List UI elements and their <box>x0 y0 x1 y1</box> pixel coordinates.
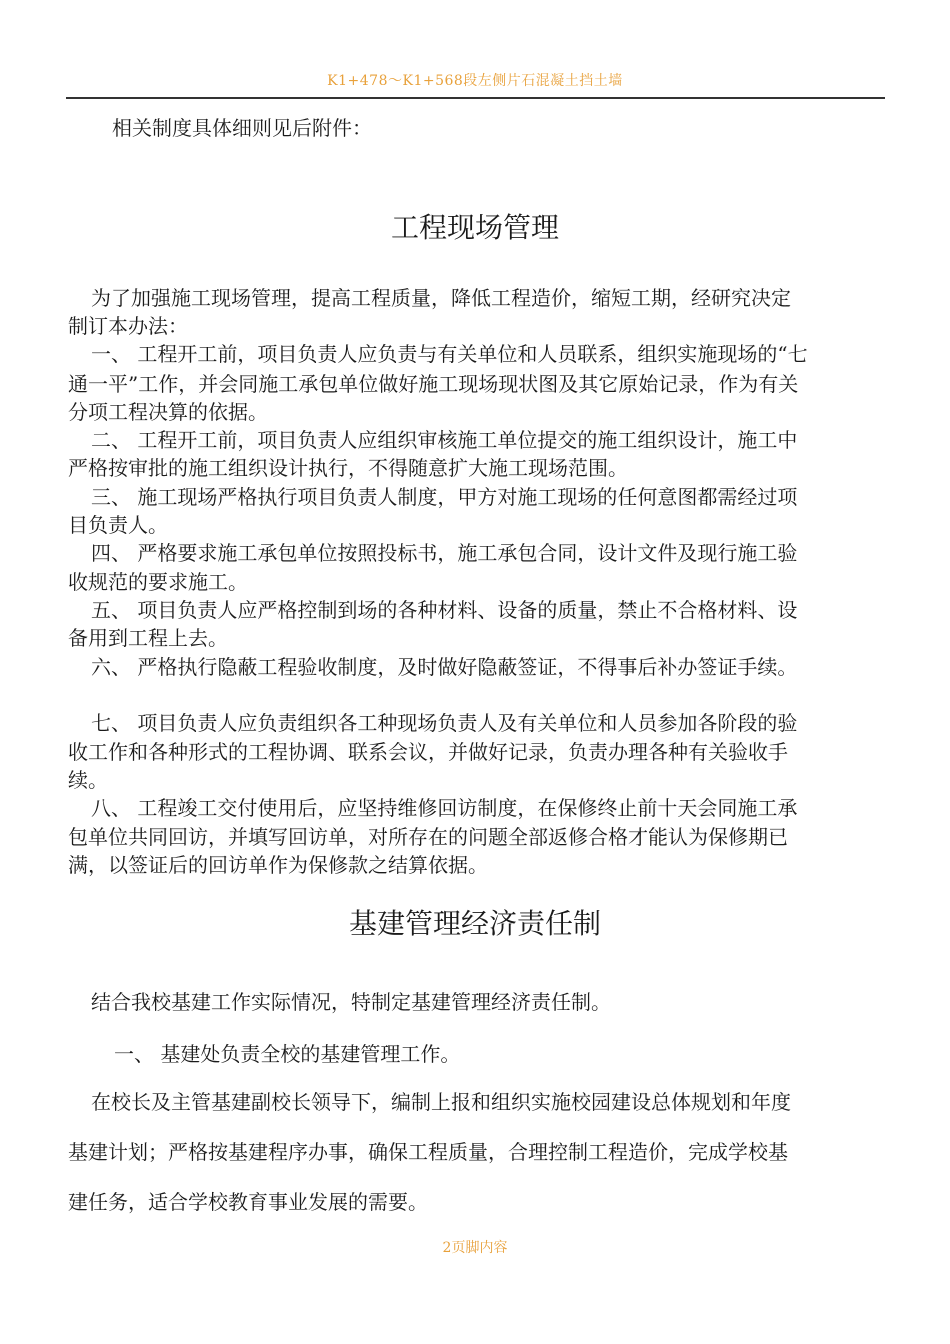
body-line: 收工作和各种形式的工程协调、联系会议，并做好记录，负责办理各种有关验收手 <box>68 740 788 764</box>
body-line: 结合我校基建工作实际情况，特制定基建管理经济责任制。 <box>91 990 611 1014</box>
body-line: 在校长及主管基建副校长领导下，编制上报和组织实施校园建设总体规划和年度 <box>91 1090 791 1114</box>
page-footer: 2页脚内容 <box>442 1240 508 1256</box>
body-line: 三、 施工现场严格执行项目负责人制度，甲方对施工现场的任何意图都需经过项 <box>91 485 798 509</box>
body-line: 严格按审批的施工组织设计执行，不得随意扩大施工现场范围。 <box>68 456 628 480</box>
body-line: 为了加强施工现场管理，提高工程质量，降低工程造价，缩短工期，经研究决定 <box>91 286 791 310</box>
body-line: 六、 严格执行隐蔽工程验收制度，及时做好隐蔽签证，不得事后补办签证手续。 <box>91 655 798 679</box>
body-line: 收规范的要求施工。 <box>68 570 248 594</box>
body-line: 备用到工程上去。 <box>68 626 228 650</box>
body-line: 包单位共同回访，并填写回访单，对所存在的问题全部返修合格才能认为保修期已 <box>68 825 788 849</box>
section-title: 基建管理经济责任制 <box>348 907 601 940</box>
body-line: 建任务，适合学校教育事业发展的需要。 <box>68 1190 428 1214</box>
body-line: 分项工程决算的依据。 <box>68 400 268 424</box>
body-line: 续。 <box>68 768 108 792</box>
body-line: 一、 工程开工前，项目负责人应负责与有关单位和人员联系，组织实施现场的“七 <box>91 342 808 366</box>
intro-line: 相关制度具体细则见后附件： <box>112 116 372 140</box>
body-line: 四、 严格要求施工承包单位按照投标书，施工承包合同，设计文件及现行施工验 <box>91 541 798 565</box>
header-rule <box>66 97 885 99</box>
body-line: 七、 项目负责人应负责组织各工种现场负责人及有关单位和人员参加各阶段的验 <box>91 711 798 735</box>
body-line: 目负责人。 <box>68 513 168 537</box>
body-line: 基建计划；严格按基建程序办事，确保工程质量，合理控制工程造价，完成学校基 <box>68 1140 788 1164</box>
body-line: 八、 工程竣工交付使用后，应坚持维修回访制度，在保修终止前十天会同施工承 <box>91 796 798 820</box>
body-line: 一、 基建处负责全校的基建管理工作。 <box>114 1042 461 1066</box>
body-line: 二、 工程开工前，项目负责人应组织审核施工单位提交的施工组织设计，施工中 <box>91 428 798 452</box>
section-title: 工程现场管理 <box>390 211 559 244</box>
body-line: 通一平”工作，并会同施工承包单位做好施工现场现状图及其它原始记录，作为有关 <box>68 372 799 396</box>
page-header: K1+478～K1+568段左侧片石混凝土挡土墙 <box>327 73 623 89</box>
body-line: 五、 项目负责人应严格控制到场的各种材料、设备的质量，禁止不合格材料、设 <box>91 598 798 622</box>
body-line: 满，以签证后的回访单作为保修款之结算依据。 <box>68 853 488 877</box>
body-line: 制订本办法： <box>68 314 188 338</box>
